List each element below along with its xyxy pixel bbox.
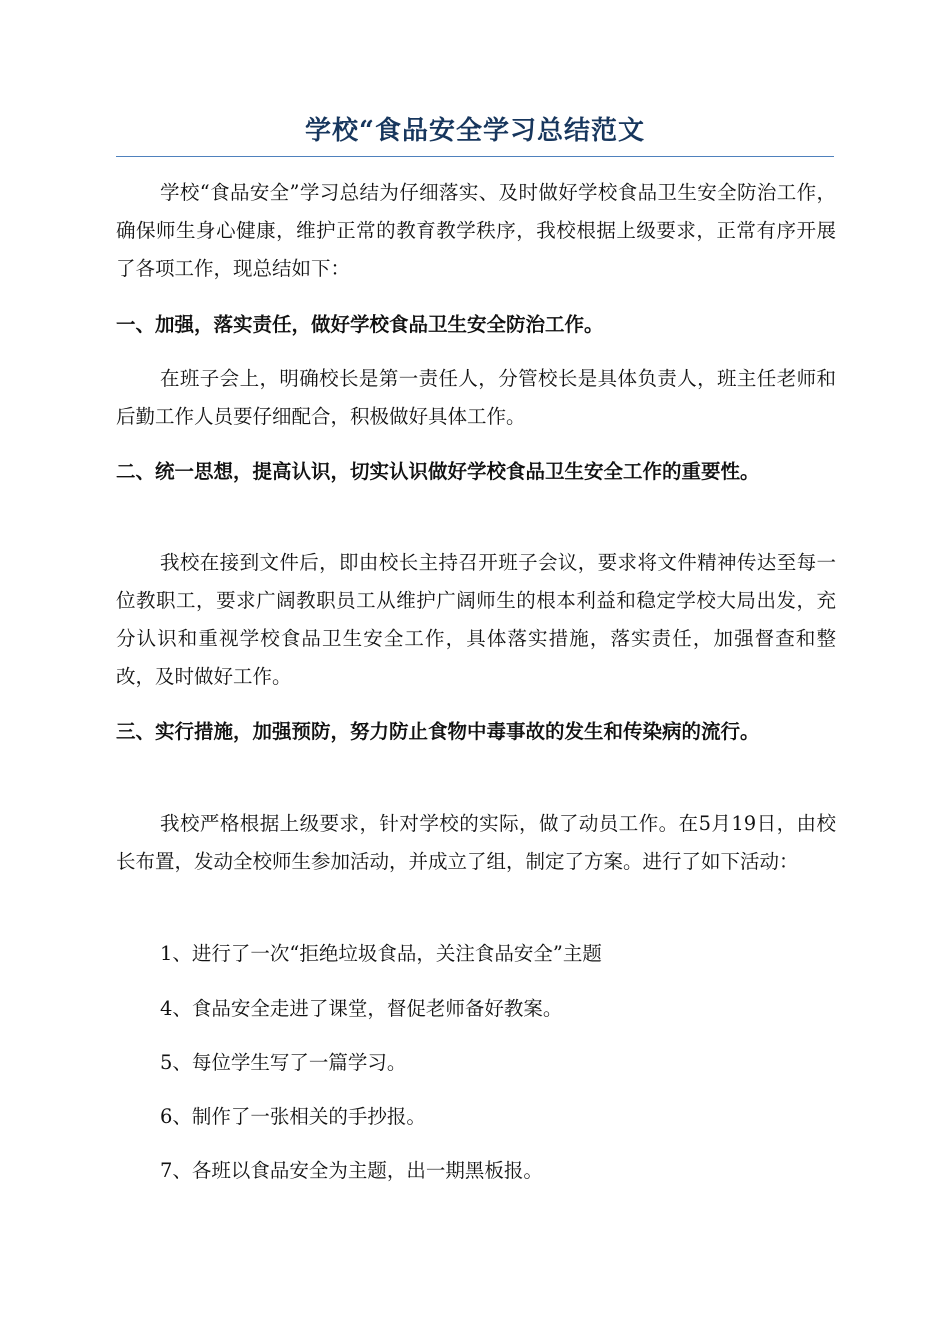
activity-item: 1、进行了一次“拒绝垃圾食品，关注食品安全”主题 <box>160 942 602 965</box>
activity-item: 7、各班以食品安全为主题，出一期黑板报。 <box>160 1159 543 1182</box>
activity-item: 5、每位学生写了一篇学习。 <box>160 1051 407 1074</box>
activity-item: 4、食品安全走进了课堂，督促老师备好教案。 <box>160 997 563 1020</box>
section-3-heading: 三、实行措施，加强预防，努力防止食物中毒事故的发生和传染病的流行。 <box>116 720 760 743</box>
section-2-body: 我校在接到文件后，即由校长主持召开班子会议，要求将文件精神传达至每一位教职工，要求广阔教职员工从维护广阔师生的根本利益和稳定学校大局出发，充分认识和重视学校食品卫生安全工作，具体落实措施，落实责任，加强督查和整改，及时做好工作。 <box>116 551 836 688</box>
title-block <box>116 108 834 157</box>
activity-item: 6、制作了一张相关的手抄报。 <box>160 1105 426 1128</box>
section-2-heading: 二、统一思想，提高认识，切实认识做好学校食品卫生安全工作的重要性。 <box>116 460 760 483</box>
section-1-heading: 一、加强，落实责任，做好学校食品卫生安全防治工作。 <box>116 313 604 336</box>
document-title: 学校“食品安全学习总结范文 <box>305 116 645 146</box>
intro-paragraph: 学校“食品安全”学习总结为仔细落实、及时做好学校食品卫生安全防治工作，确保师生身心健康，维护正常的教育教学秩序，我校根据上级要求，正常有序开展了各项工作，现总结如下： <box>116 181 836 280</box>
section-3-body: 我校严格根据上级要求，针对学校的实际，做了动员工作。在5月19日，由校长布置，发动全校师生参加活动，并成立了组，制定了方案。进行了如下活动： <box>116 812 836 873</box>
section-1-body: 在班子会上，明确校长是第一责任人，分管校长是具体负责人，班主任老师和后勤工作人员要仔细配合，积极做好具体工作。 <box>116 367 836 428</box>
